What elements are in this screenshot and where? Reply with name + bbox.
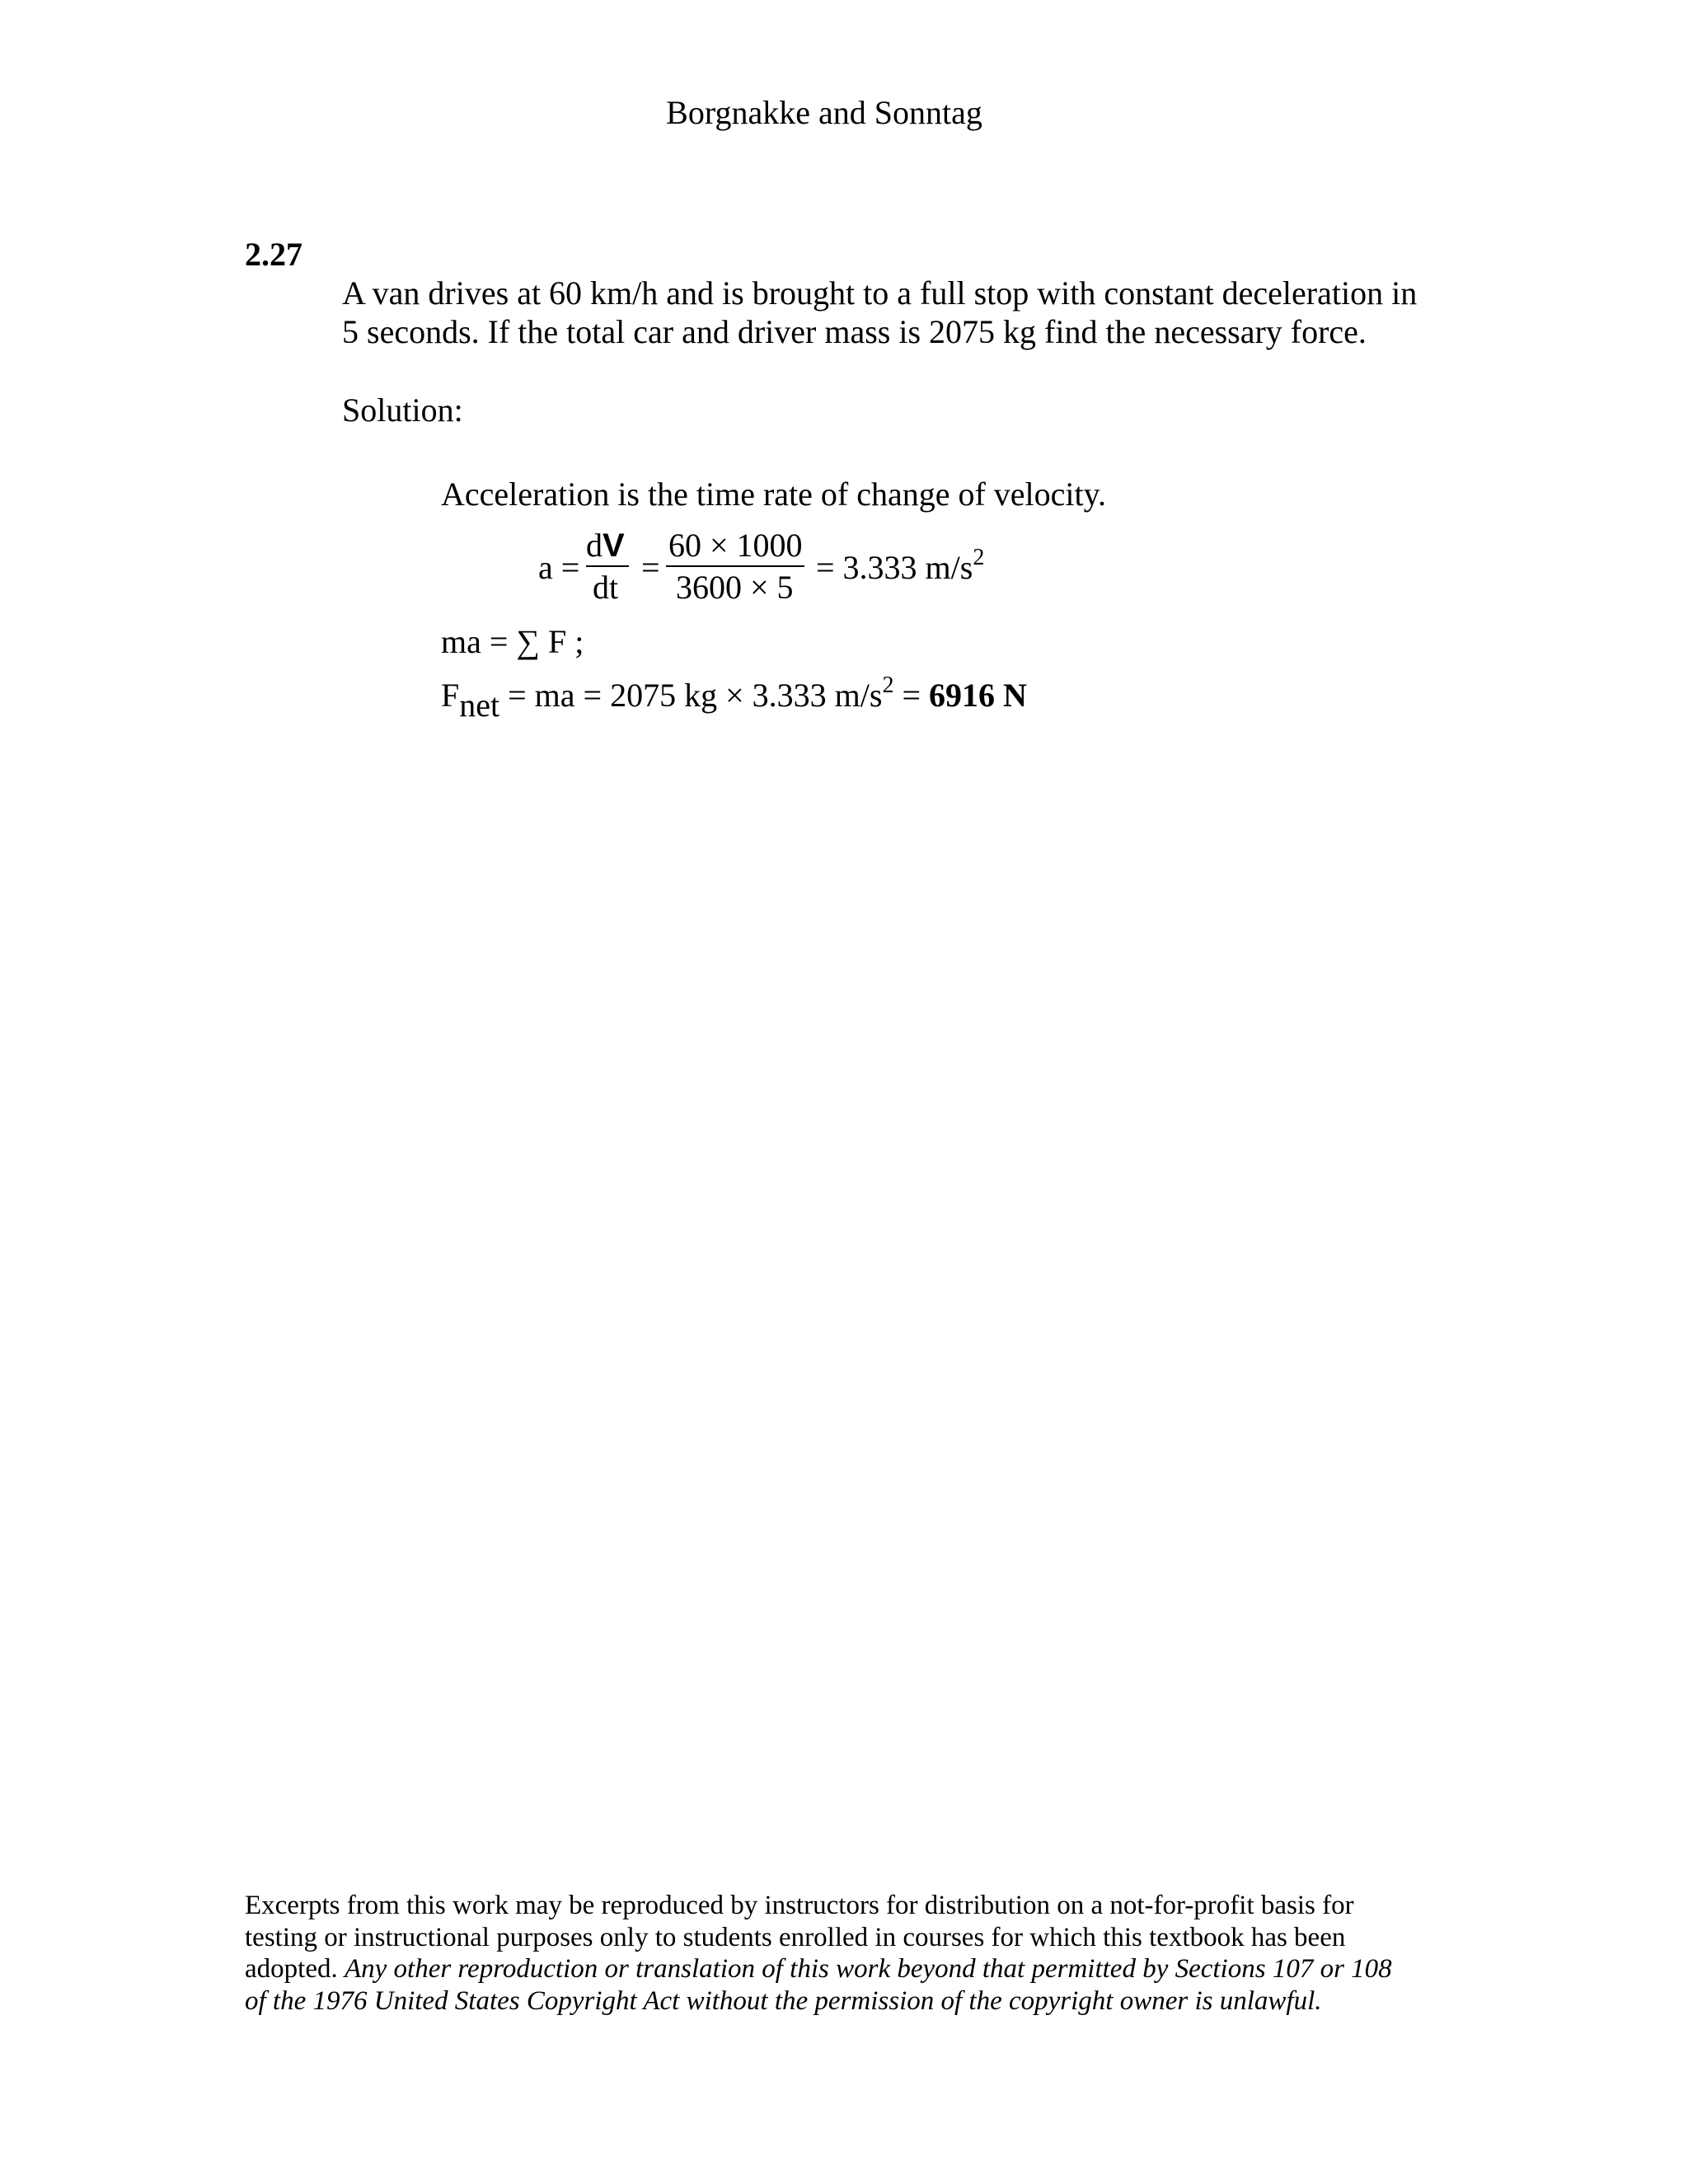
fraction-denominator: 3600 × 5 — [676, 569, 794, 606]
footer-line-1: Excerpts from this work may be reproduced by instructors for distribution on a not-for-profit basis for — [245, 1891, 1354, 1920]
eq1-lhs: a = — [538, 549, 580, 586]
fraction-bar — [666, 565, 804, 567]
net-force-equation — [441, 673, 1027, 724]
eq1-equals: = — [641, 549, 660, 586]
net-force-equals: = — [893, 677, 930, 714]
problem-statement-line-1: A van drives at 60 km/h and is brought to a full stop with constant deceleration in — [342, 274, 1418, 312]
footer-line-2: testing or instructional purposes only to students enrolled in courses for which this textbook has been — [245, 1922, 1346, 1952]
derivative-d: d — [586, 527, 603, 564]
footer-line-4: of the 1976 United States Copyright Act without the permission of the copyright owner is unlawful. — [245, 1985, 1322, 2016]
footer-line-3-italic: Any other reproduction or translation of this work beyond that permitted by Sections 107 or 108 — [344, 1954, 1392, 1984]
net-force-exponent: 2 — [882, 673, 894, 699]
acceleration-result-exponent: 2 — [973, 545, 985, 571]
footer-line-3-plain: adopted. — [245, 1954, 345, 1984]
acceleration-result — [816, 545, 985, 587]
problem-statement-line-2: 5 seconds. If the total car and driver mass is 2075 kg find the necessary force. — [342, 313, 1367, 350]
force-subscript: net — [459, 687, 500, 724]
newton-second-law: ma = ∑ F ; — [441, 623, 584, 660]
solution-label: Solution: — [342, 391, 463, 429]
net-force-calculation: = ma = 2075 kg × 3.333 m/s — [499, 677, 883, 714]
problem-statement — [342, 274, 1417, 351]
velocity-symbol: V — [603, 527, 625, 564]
net-force-answer: 6916 N — [929, 677, 1027, 714]
header-author: Borgnakke and Sonntag — [666, 94, 982, 131]
derivative-numerator — [586, 526, 625, 565]
copyright-footer — [245, 1890, 1392, 2017]
acceleration-intro: Acceleration is the time rate of change of velocity. — [441, 476, 1107, 513]
footer-line-3 — [245, 1953, 1392, 1985]
derivative-fraction-bar — [586, 565, 629, 567]
fraction-numerator: 60 × 1000 — [668, 527, 803, 564]
force-symbol: F — [441, 677, 460, 714]
problem-number: 2.27 — [245, 236, 302, 273]
derivative-denominator: dt — [593, 569, 619, 606]
acceleration-result-value: = 3.333 m/s — [816, 549, 973, 586]
